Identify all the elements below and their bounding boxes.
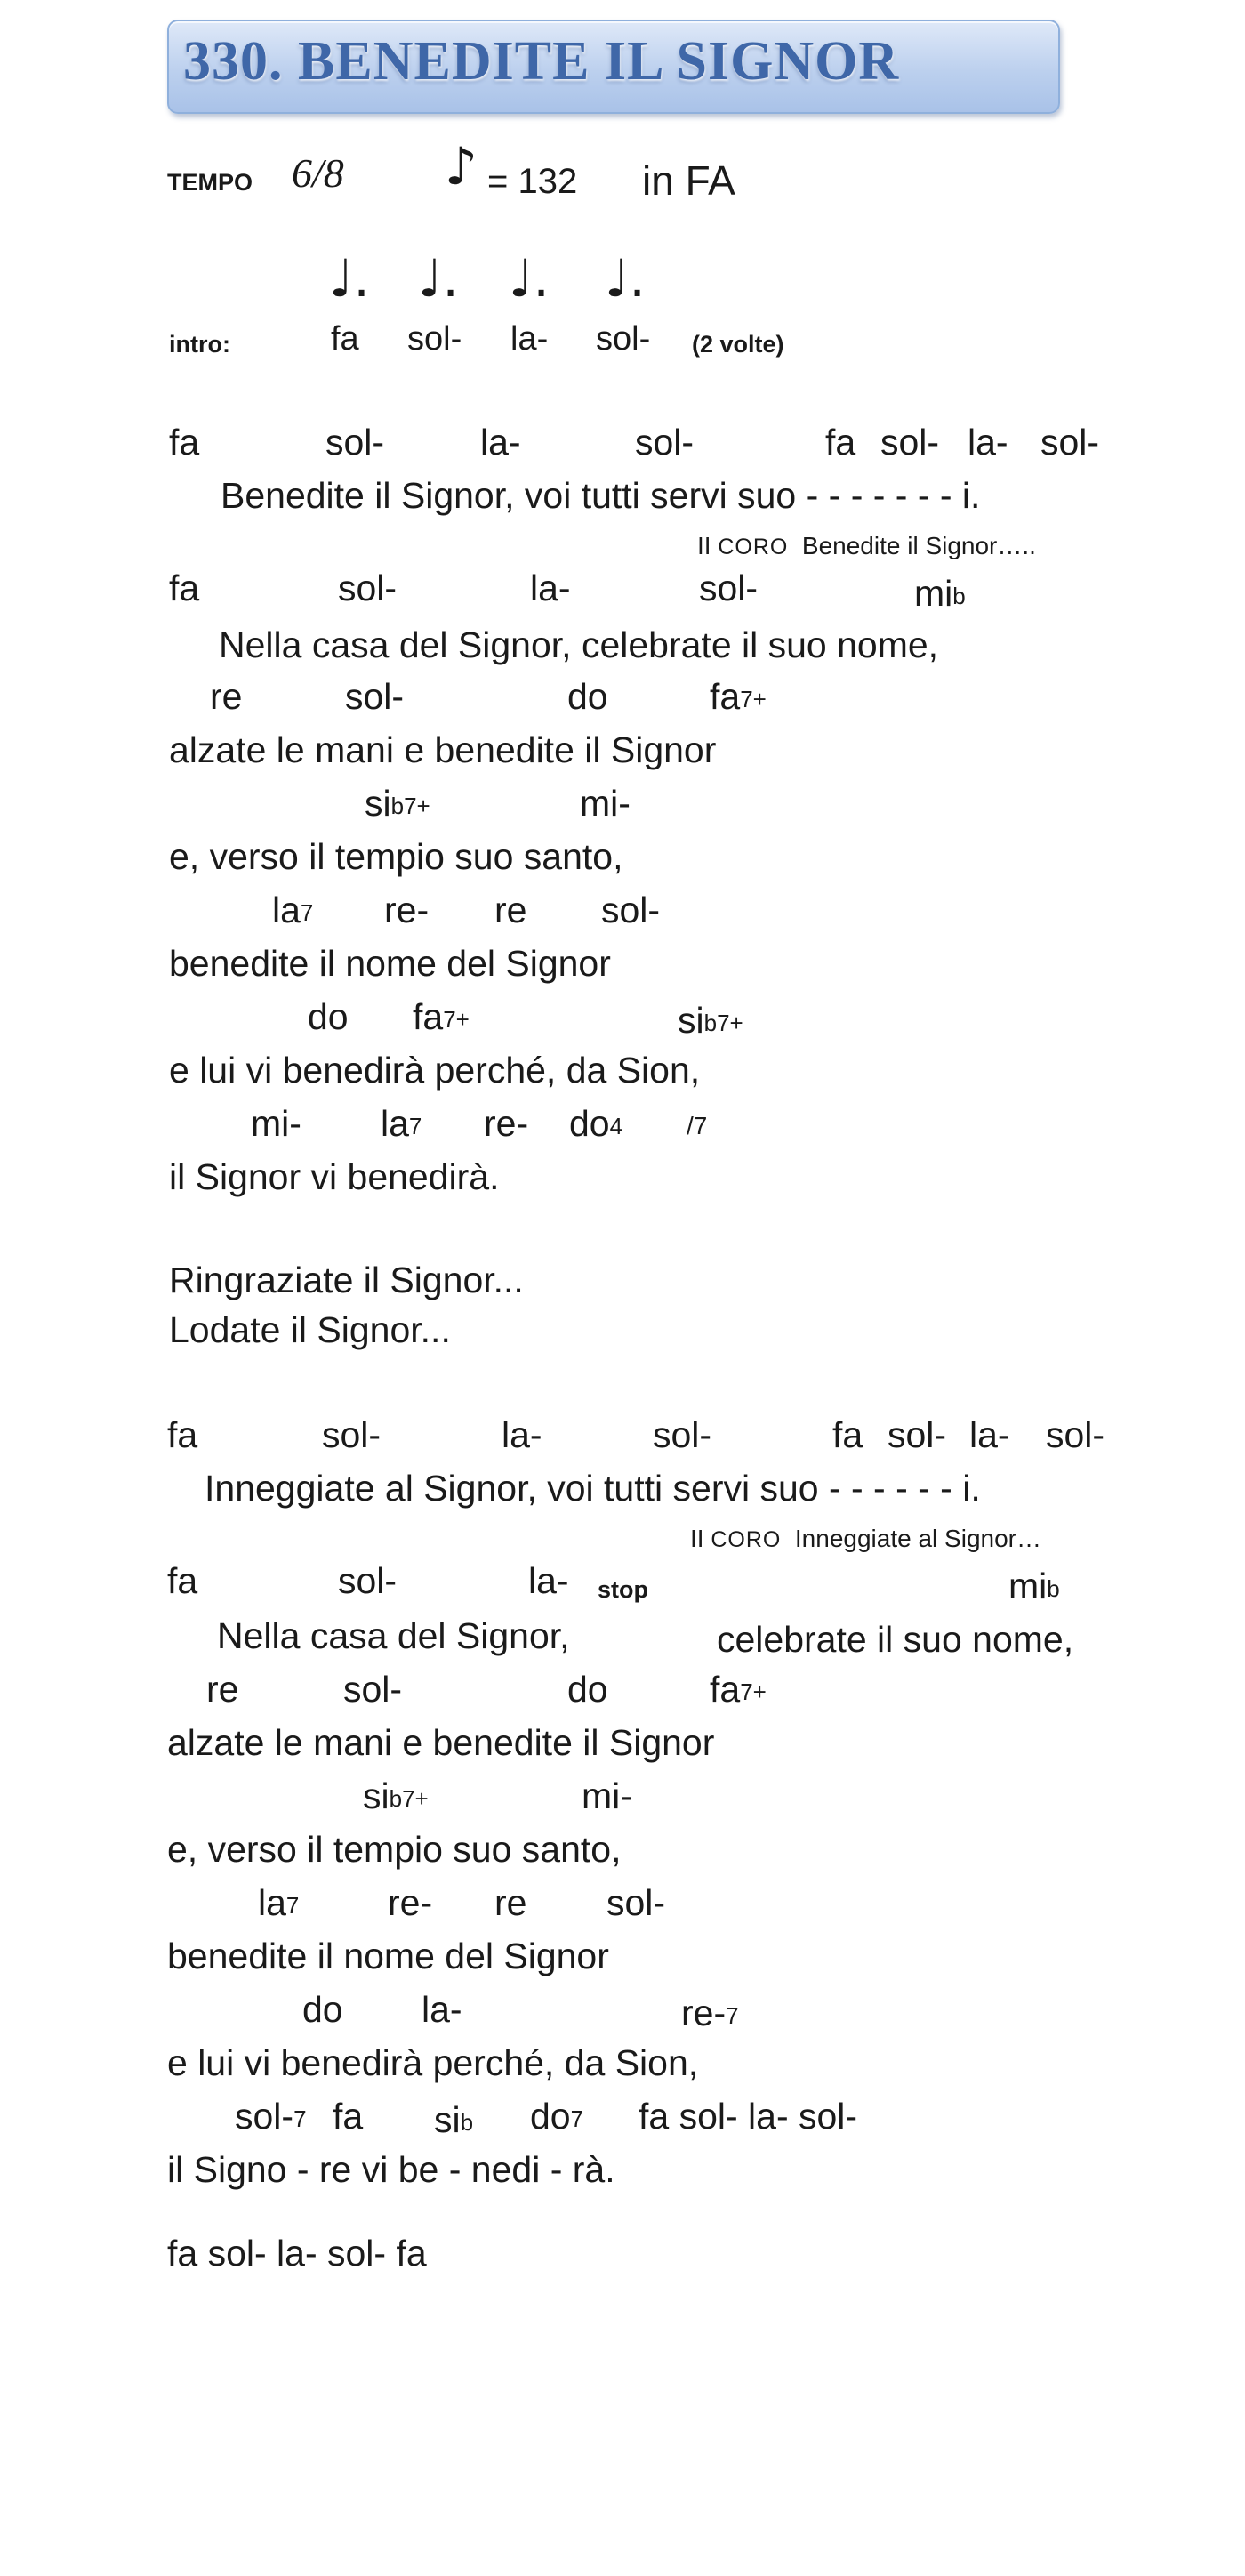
chord: la- [502, 1414, 542, 1455]
intro-label: intro: [169, 331, 230, 358]
chord: la- [530, 568, 571, 608]
coro-text: Inneggiate al Signor… [794, 1525, 1041, 1552]
lyric-line: e lui vi benedirà perché, da Sion, [169, 1050, 701, 1091]
intro-chord: la- [510, 320, 549, 358]
lyric-line: alzate le mani e benedite il Signor [167, 1722, 715, 1763]
lyric-line: e lui vi benedirà perché, da Sion, [167, 2042, 699, 2083]
chord: mi- [580, 783, 631, 824]
tempo-label: TEMPO [167, 169, 253, 196]
chord: $do_4$ [569, 1103, 623, 1144]
outro-chords: fa sol- la- sol- fa [167, 2233, 427, 2274]
chord: sol- [338, 1560, 398, 1601]
lyric-line: benedite il nome del Signor [167, 1936, 609, 1976]
chord: $si_{b7+}$ [363, 1775, 429, 1816]
dotted-quarter-note-icon: ♩. [329, 248, 370, 309]
stop-marker: stop [598, 1576, 648, 1603]
dotted-quarter-note-icon: ♩. [509, 248, 550, 309]
chord: mi- [582, 1775, 632, 1816]
chord: $fa_{7+}$ [710, 676, 767, 717]
chord: do [567, 1669, 608, 1710]
coro-prefix: II [690, 1525, 704, 1552]
chord: re [206, 1669, 239, 1710]
chord: $la_7$ [258, 1882, 300, 1923]
lyric-line: il Signor vi benedirà. [169, 1156, 500, 1197]
chord: $mi_b$ [1008, 1566, 1060, 1606]
chord: re [210, 676, 243, 717]
chord: sol- [345, 676, 405, 717]
chord: re- [388, 1882, 433, 1923]
chord: $mi_b$ [914, 573, 966, 614]
chord: $si_b$ [434, 2099, 474, 2140]
chord: fa [169, 568, 200, 608]
chord: sol- [606, 1882, 666, 1923]
chord: sol- [1040, 422, 1100, 463]
coro-note [690, 1525, 1041, 1553]
coro-word: CORO [718, 535, 789, 559]
key-label: in FA [642, 157, 735, 204]
chord: $re-_7$ [681, 1992, 739, 2033]
time-signature: 6/8 [292, 150, 344, 196]
chord: sol- [322, 1414, 382, 1455]
title-banner [167, 20, 1060, 114]
coro-note [697, 532, 1036, 560]
chord: $la_7$ [381, 1103, 422, 1144]
chord: do [302, 1989, 343, 2030]
chord: re [494, 890, 527, 930]
chord: la- [528, 1560, 569, 1601]
dotted-quarter-note-icon: ♩. [605, 248, 646, 309]
lyric-line: e, verso il tempio suo santo, [167, 1829, 622, 1870]
chord: sol- [699, 568, 759, 608]
chord: do [308, 996, 349, 1037]
chord: re [494, 1882, 527, 1923]
eighth-note-icon: ♪ [445, 136, 478, 197]
chord: re- [384, 890, 430, 930]
chord: sol- [1046, 1414, 1105, 1455]
chord: la- [969, 1414, 1010, 1455]
middle-line: Ringraziate il Signor... [169, 1260, 524, 1300]
lyric-line: alzate le mani e benedite il Signor [169, 729, 717, 770]
chord: mi- [251, 1103, 301, 1144]
chord: la- [968, 422, 1008, 463]
chord: fa [825, 422, 856, 463]
chord: $si_{b7+}$ [365, 783, 430, 824]
chord: fa [333, 2096, 364, 2137]
chord: sol-$_7$ [235, 2096, 307, 2137]
lyric-line: benedite il nome del Signor [169, 943, 611, 984]
chord: fa sol- la- sol- [639, 2096, 858, 2137]
chord: sol- [325, 422, 385, 463]
chord: sol- [888, 1414, 947, 1455]
chord: fa [832, 1414, 863, 1455]
chord: $si_{b7+}$ [678, 1000, 743, 1041]
intro-chord: sol- [596, 320, 651, 358]
chord: $fa_{7+}$ [710, 1669, 767, 1710]
chord: la- [422, 1989, 462, 2030]
lyric-line: e, verso il tempio suo santo, [169, 836, 623, 877]
chord: $fa_{7+}$ [413, 996, 470, 1037]
lyric-line: celebrate il suo nome, [717, 1619, 1074, 1660]
chord: fa [169, 422, 200, 463]
intro-repeat: (2 volte) [692, 331, 784, 358]
chord: $la_7$ [272, 890, 314, 930]
chord: do [567, 676, 608, 717]
lyric-line: Benedite il Signor, voi tutti servi suo - - - - - - - i. [221, 475, 981, 516]
coro-word: CORO [711, 1527, 782, 1552]
chord: sol- [338, 568, 398, 608]
chord: sol- [653, 1414, 712, 1455]
middle-line: Lodate il Signor... [169, 1309, 451, 1350]
page-title: 330. BENEDITE IL SIGNOR [183, 31, 900, 92]
coro-text: Benedite il Signor….. [801, 532, 1036, 559]
coro-prefix: II [697, 532, 711, 559]
chord: sol- [601, 890, 661, 930]
chord: fa [167, 1560, 198, 1601]
dotted-quarter-note-icon: ♩. [418, 248, 459, 309]
lyric-line: Inneggiate al Signor, voi tutti servi suo - - - - - - i. [205, 1468, 981, 1509]
lyric-line: Nella casa del Signor, [217, 1615, 570, 1656]
lyric-line: il Signo - re vi be - nedi - rà. [167, 2149, 615, 2190]
chord: sol- [343, 1669, 403, 1710]
chord: sol- [635, 422, 695, 463]
chord: $do_7$ [530, 2096, 584, 2137]
intro-chord: sol- [407, 320, 462, 358]
chord: sol- [880, 422, 940, 463]
chord: /7 [687, 1112, 708, 1139]
tempo-bpm: = 132 [487, 162, 578, 201]
intro-chord: fa [331, 320, 359, 358]
chord: la- [480, 422, 521, 463]
chord: fa [167, 1414, 198, 1455]
lyric-line: Nella casa del Signor, celebrate il suo nome, [219, 624, 939, 665]
chord: re- [484, 1103, 529, 1144]
